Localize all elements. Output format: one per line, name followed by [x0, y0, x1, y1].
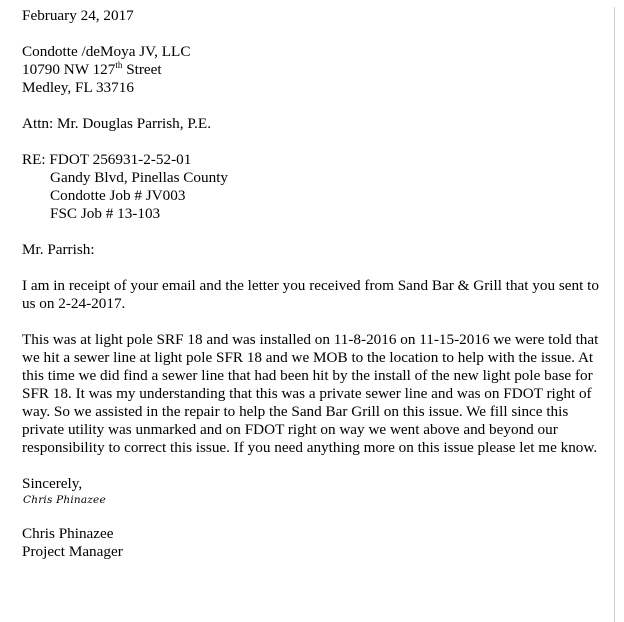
re-condotte-job: Condotte Job # JV003: [50, 187, 186, 204]
re-block: [22, 151, 614, 223]
handwritten-signature: Chris Phinazee: [23, 494, 106, 506]
spacer: [22, 507, 614, 525]
spacer: [22, 25, 614, 43]
re-fsc-job: FSC Job # 13-103: [50, 205, 161, 222]
spacer: [22, 133, 614, 151]
re-project: RE: FDOT 256931-2-52-01: [22, 151, 192, 168]
spacer: [22, 313, 614, 331]
closing: Sincerely,: [22, 475, 83, 492]
spacer: [22, 457, 614, 475]
letter-page: [22, 7, 615, 622]
letter-date: February 24, 2017: [22, 7, 134, 24]
body-paragraph-2: This was at light pole SRF 18 and was installed on 11-8-2016 on 11-15-2016 we were told that we hit a sewer line at light pole SFR 18 and we MOB to the location to help with the issue. At this time we did find a sewer line that had been hit by the install of the new light pole base for SFR 18. It was my understanding that this was a private sewer line and was on FDOT right of way. So we assisted in the repair to help the Sand Bar Grill on this issue. We fill since this private utility was unmarked and on FDOT right on way we went above and beyond our responsibility to correct this issue. If you need anything more on this issue please let me know.: [22, 331, 599, 456]
signer-name: Chris Phinazee: [22, 525, 114, 542]
recipient-address: [22, 43, 614, 97]
re-location: Gandy Blvd, Pinellas County: [50, 169, 229, 186]
street-number: 10790 NW 127: [22, 61, 116, 78]
salutation: Mr. Parrish:: [22, 241, 95, 258]
spacer: [22, 223, 614, 241]
street-name: Street: [122, 61, 162, 78]
recipient-company: Condotte /deMoya JV, LLC: [22, 43, 191, 60]
recipient-city: Medley, FL 33716: [22, 79, 134, 96]
spacer: [22, 97, 614, 115]
spacer: [22, 259, 614, 277]
street-suffix: th: [115, 60, 123, 70]
recipient-street: [22, 61, 614, 79]
attention-line: Attn: Mr. Douglas Parrish, P.E.: [22, 115, 212, 132]
body-paragraph-1: I am in receipt of your email and the letter you received from Sand Bar & Grill that you sent to us on 2-24-2017.: [22, 277, 599, 312]
signer-block: [22, 525, 614, 561]
signer-title: Project Manager: [22, 543, 123, 560]
